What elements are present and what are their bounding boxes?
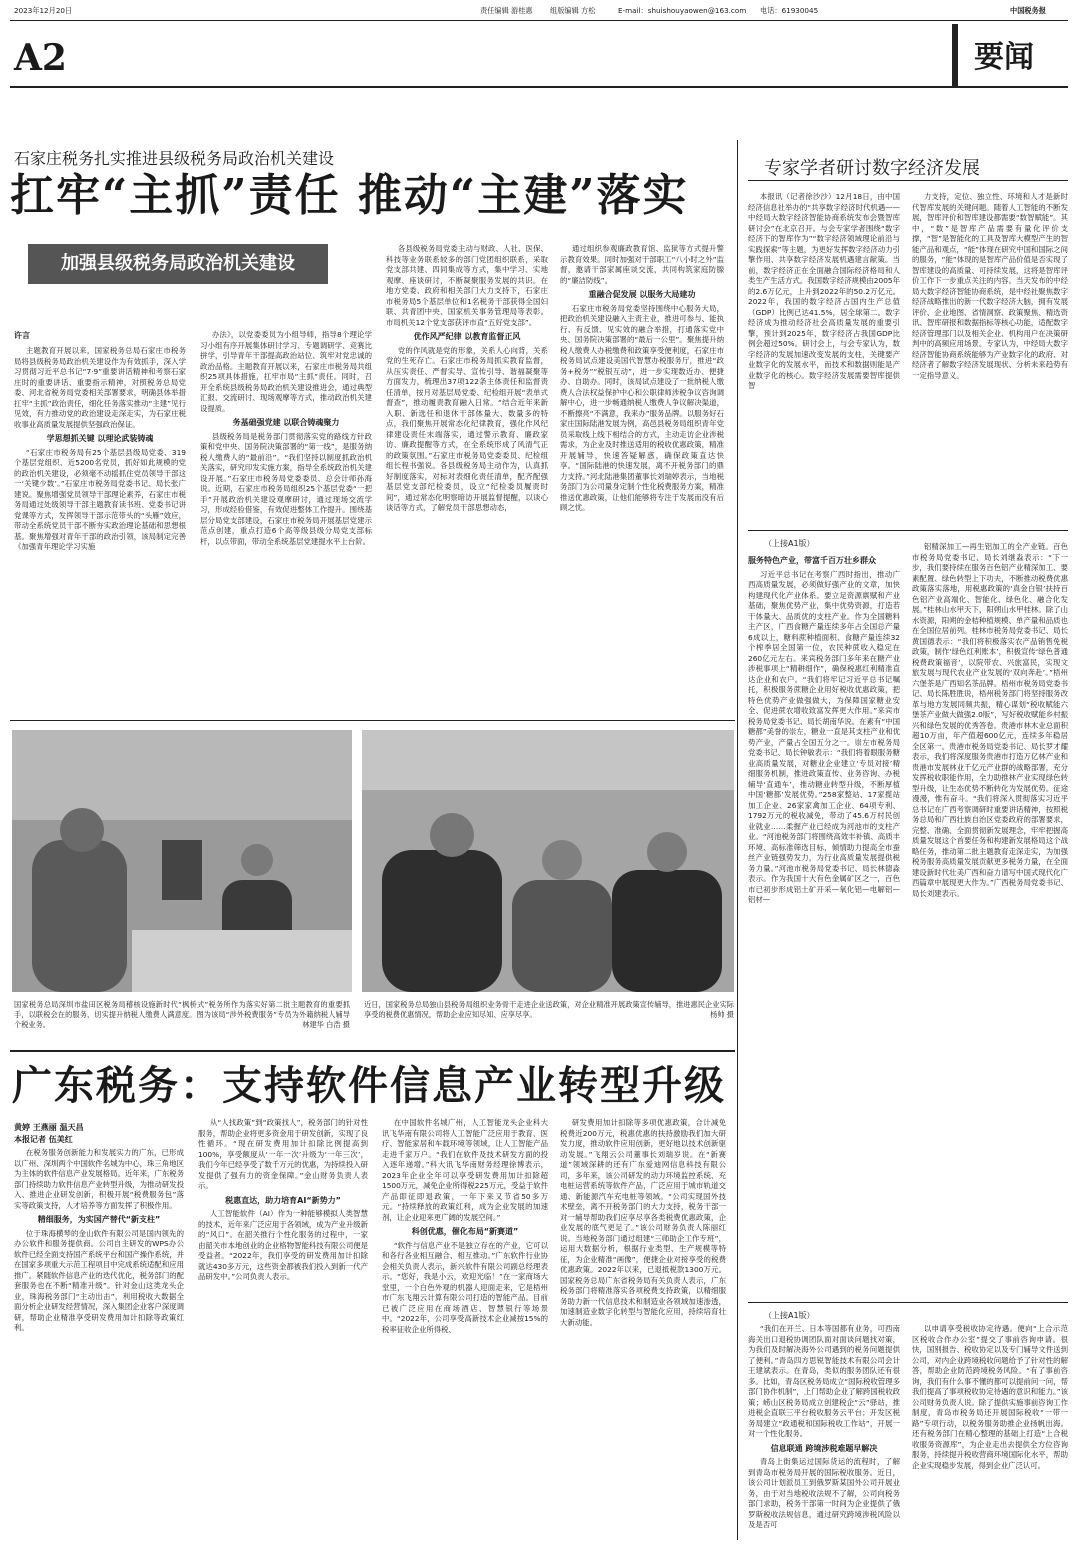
photo-caption-1	[14, 1000, 350, 1030]
jump2-col1-text: “我们在开兰、日本等国都有业务，可西南海关出口退税协调团队面对面谈问题找对策，为我们及时解决海外公司遇到的税务问题提供了便利。”青岛四方思锐智能技术有限公司会计王建斌表示。在青岛，类似的服务团队还有很多。比如，青岛区税务局成立“国际税收管理多部门协作机制”，上门帮助企业了解跨国税收政策；崂山区税务局成立创建税企“云”驿站，推进税企直联三平台税收服务云平台；开发区税务局建立“政通税和国际税收工作站”，开展一对一个性化服务。	[748, 1324, 900, 1438]
photo-caption-2	[364, 1000, 734, 1020]
expert-body2-text: 力支持，定位、独立性、环境和人才是新时代智库发展的关键问题。随着人工智能的不断发展，智库评价和智库建设都需要“数智赋能”。其中，“数”是智库产品需要有量化评价支撑，“智”是智能化的工具及智库大模型产生的智能产品和观点，“能”体现在研究中国和国际之间的服务，“能”体现的是智库产品价值是否实现了智库建设的高质量、可持续发展，这将是智库评价工作下一步重点关注的内容。当天发布的中经局大数字经济智能协商系统，是中经社聚焦数字经济战略推出的新一代数字经济大脑，拥有发展评价、企业地图、省情洞察、政策聚焦、精选资讯、智库研报和数据指标等核心功能，适配数字经济管理部门以及相关企业、机构用户在决策研判中的高频应用场景。专家认为，中经局大数字经济智能协商系统能够为产业数字化的政府、对经济者了解数字经济发展现状、分析未来趋势有一定指导意义。	[912, 192, 1068, 380]
expert-headline: 专家学者研讨数字经济发展	[764, 158, 980, 179]
jump1-intro: 服务特色产业，带富千百万壮乡群众	[748, 556, 876, 565]
issue-date: 2023年12月20日	[14, 6, 73, 15]
guangdong-col-1	[14, 1148, 184, 1538]
lead-banner-text: 加强县级税务局政治机关建设	[61, 253, 295, 274]
guangdong-col4-text: 研发费用加计扣除等多项优惠政策，合计减免税费近200万元，税惠优惠的扶持激励我们加大研发力度，推动软件应用创新，更好地以技术创新驱动发展。”飞翔云公司董事长刘瑞岁说。在“新赛道”领域深耕的还有广东爱迪网信息科技有限公司，多年来，该公司研发的动力环境监控系统、充电桩运营系统等软件产品，广泛应用于城市轨道交通、新能源汽车充电桩等领域。“公司实现国外技术壁垒，离不开税务部门的大力支持，税务干部一对一辅导帮助我们应享尽享各类税费优惠政策，企业发展的底气更足了。”该公司财务负责人陈丽红说。当地税务部门通过组建“三师助企工作专班”，运用大数据分析，根据行业类型、生产规模等特征，为企业精准“画像”，便捷企业对接享受的税费优惠政策。2022年以来，已退抵税款1300万元。国家税务总局广东省税务局有关负责人表示，广东税务部门将精准落实各项税费支持政策，以精细服务助力新一代信息技术和制造业各领域加速渗透，加速制造业数字化转型与智能化应用，持续培育壮大新动能。	[560, 1118, 726, 1327]
lead-col-1	[14, 346, 186, 686]
guangdong-col1-text: 在税务服务创新能力和发展实力的广东，已形成以广州、深圳两个中国软件名城为中心，珠三角地区为主体的软件信息产业发展格局。近年来，广东税务部门持续助力软件信息产业转型升级，为推动研发投入、推进企业研发创新，积极开展“税费服务包”落实等政策支持，人才培养等方面发挥了积极作用。	[14, 1148, 184, 1210]
jump2-col1b-text: 青岛上街集运过国际货运的流程时，了解到青岛市税务局开展的国际税收服务。近日，该公司计划派员工到俄罗斯某国外公司开展业务，由于对当地税收法规不了解，公司向税务部门求助，税务干部第一时间为企业提供了俄罗斯税收法规信息，通过研究跨境涉税风险以及是否可	[748, 1457, 900, 1529]
lead-col3b-text: 党的作风就是党的形象，关系人心向背，关系党的生死存亡。石家庄市税务局抓实教育监督，从压实责任、严督实导、宣传引导、谐福凝聚等方面发力，梳理出37项122条主体责任和监督责任清单，按月对基层局党委、纪检组开展“表单式督查”，推动履责教育融入日常。“结合近年来新入职、新选任和退休干部体量大、数量多的特点，我们聚焦开展常态化纪律教育，强化作风纪律建设责任末端落实，通过警示教育、廉政家访、廉政提醒等方式，在全系统形成了风清气正的政策氛围。”石家庄市税务局党委委员、纪检组组长程书强说。各县级税务局主动作为，认真抓好制度落实，对标对表细化责任清单，配齐配强基层党支部纪检委员，设立“纪检委员履责时间”，通过常态化明察暗访开展监督提醒，以谈心谈话等方式，了解党员干部思想动态，	[386, 345, 548, 512]
photo-enterprise-visit	[362, 730, 734, 992]
jump1-col2-text: 铝精深加工—再生铝加工的全产业链。百色市税务局党委书记、局长刘继淼表示：“下一步，我们要持续在服务百色铝产业精深加工、要素配置、绿色转型上下功夫，不断推动税费优惠政策落实落地，用税惠政策的‘真金白银’扶持百色铝产业高端化、智能化、绿色化、融合化发展。”桂林山水甲天下，阳朔山水甲桂林。除了山水资源，阳朔的金桔种植规模、单产量和品质也在全国位居前列。桂林市税务局党委书记、局长黄国德表示：“我们将积极落实农产品销售免税政策，制作‘绿色红利账本’，积极宣传‘绿色普通税费政策福音’，以院带农、兴旅富民，实现文旅发展与现代农业产业发展的‘双向奔赴’。”梧州六堡茶是广西知名茶品牌。梧州市税务局党委书记、局长陈胜胜说，梧州税务部门将坚持服务改革与地方发展同频共振，精心谋划“税收赋能六堡茶产业做大做强2.0版”，写好税收赋能乡村振兴和绿色发展的优秀答卷。贵港市林木业总面积超10万亩，年产值超600亿元，连续多年稳居全区第一。贵港市税务局党委书记、局长罗才耀表示，我们将深度服务贵港市打造万亿林产业和贵港市发展林业千亿元产业群的战略部署，充分发挥税收职能作用，全力助推林产业实现绿色转型升级，让生态优势不断转化为发展优势。征途漫漫，惟有奋斗。“我们将深入贯彻落实习近平总书记在广西考察调研时重要讲话精神，按照税务总局和广西壮族自治区党委政府的部署要求，完整、准确、全面贯彻新发展理念，牢牢把握高质量发展这个首要任务和构建新发展格局这个战略任务，推动第二批主题教育走深走实，为加强税务服务高质量发展贡献更多税务力量，在全面建设新时代壮美广西和奋力谱写中国式现代化广西篇章中展现更大作为。”广西税务局党委书记、局长刘建表示。	[912, 542, 1068, 898]
lead-kicker: 石家庄税务扎实推进县级税务局政治机关建设	[14, 149, 335, 168]
jump1-col-2	[912, 542, 1068, 1292]
guangdong-col-3	[382, 1118, 548, 1538]
lead-headline: 扛牢“主抓”责任 推动“主建”落实	[10, 170, 689, 221]
lead-subhead-3: 优作风严纪律 以教育监督正风	[413, 332, 521, 341]
lead-col3-text: 各县级税务局党委主动与财政、人社、医保、科技等业务联系较多的部门党团组织联系，采取党支部共建、四同集成等方式，集中学习、实地观摩、座谈研讨，不断凝聚服务发展的共识。在地方党委、政府和相关部门大力支持下，石家庄市税务局5个基层单位和1名税务干部获得全国妇联、共青团中央、国家机关事务管理局等表彰。市局机关12个党支部获评市直“五好党支部”。	[386, 244, 548, 327]
lead-col-4	[560, 244, 724, 686]
lead-byline: 许言	[14, 331, 30, 340]
guangdong-headline: 广东税务：支持软件信息产业转型升级	[12, 1062, 726, 1109]
guangdong-col1b-text: 位于珠海横琴的金山软件有限公司是国内领先的办公软件和服务提供商。公司自主研发的WPS办公软件已经全面支持国产系统平台和国产操作系统，并在国家多项重大示范工程项目中完成系统适配和应用推广。紧随软件信息产业的迭代优化，税务部门的配套服务也在不断“精准升级”。针对金山这类龙头企业，珠海税务部门“主动出击”，利用税收大数据全面分析企业研发经营情况，深入集团企业客户深度调研，帮助企业精准享受研发费用加计扣除等政策红利。	[14, 1228, 184, 1332]
lead-col-3	[386, 244, 548, 686]
editor-credit: 责任编辑 游桂惠	[480, 6, 533, 15]
photo-service-hall-illustration	[12, 730, 352, 992]
photo-enterprise-visit-illustration	[362, 730, 734, 992]
guangdong-byline-1: 黄婷 王燕丽 温天昌	[14, 1123, 84, 1132]
jump2-tag: （上接A1版）	[764, 1311, 815, 1320]
photo-service-hall	[12, 730, 352, 992]
lead-col1b-text: “石家庄市税务局有25个基层县级局党委、319个基层党组织、近5200名党员，抓好如此规模的党的政治机关建设，必须毫不动摇抓住党员领导干部这一‘关键少数’。”石家庄市税务局党委书记、局长张广建说。聚焦增强党员领导干部理论素养，石家庄市税务局通过处级领导干部主题教育读书班、党委书记讲党课等方式，发挥领导干部示范带头的“头雁”效应，带动全系统党员干部不断夯实政治理论基础和思想根基。聚焦增强对青年干部的政治引领，该局制定完善《加强青年理论学习实施	[14, 447, 186, 551]
phone: 电话：61930045	[760, 6, 819, 15]
guangdong-subhead-2: 税惠直达，助力培育AI“新势力”	[225, 1195, 341, 1205]
guangdong-col-2	[198, 1118, 368, 1538]
expert-col-1	[748, 192, 900, 522]
lead-subhead-1: 学思想抓关键 以理论武装铸魂	[46, 434, 154, 443]
lead-col4-text: 通过组织参观廉政教育馆、监狱等方式提升警示教育效果。同时加强对干部职工“八小时之外”监督，邀请干部家属座谈交流，共同构筑家庭防腺的“廉洁防线”。	[560, 244, 724, 285]
guangdong-col2-text: 从“人找政策”到“政策找人”，税务部门的针对性服务，帮助企业将更多资金用于研发创新，实现了良性循环。“现在研发费用加计扣除比例提高到100%，享受额度从‘一年一次’升级为‘一年三次’，我们今年已经享受了数千万元的优惠，为持续投入研发提供了强有力的资金保障。”金山财务负责人表示。	[198, 1118, 368, 1190]
section-title: 要闻	[974, 40, 1034, 75]
jump2-subhead: 信息联通 跨境涉税难题早解决	[770, 1443, 878, 1453]
caption-1-credit: 林建华 白浩 摄	[302, 1020, 350, 1029]
lead-subhead-2: 务基础强党建 以联合铸魂聚力	[232, 418, 340, 427]
lead-subhead-4: 重融合促发展 以服务大局建功	[588, 290, 696, 299]
jump1-col1-text: 习近平总书记在考察广西时指出，推动广西高质量发展，必须做好强产业的文章，加快构建现代化产业体系。要立足资源禀赋和产业基础，聚焦优势产业，集中优势资源，打造若干体量大、品质优的支柱产业。作为全国糖料主产区，广西食糖产量连续多年占全国总产量6成以上，糖料蔗种植面积、食糖产量连续32个榨季居全国第一位，农民种蔗收入稳定在260亿元左右。来宾税务部门多年来在糖产业涉税事项上“精耕细作”，确保税惠红利精准直达企业和农户。“我们将牢记习近平总书记嘱托，积极服务蔗糖企业用好税收优惠政策，把特色优势产业做强做大，为保障国家糖业安全、促进蔗农增收致富发挥更大作用。”来宾市税务局党委书记、局长胡南华说。在素有“中国糖都”美誉的崇左，糖业一直是其支柱产业和优势产业，产量占全国五分之一。崇左市税务局党委书记、局长钟敏表示：“我们将着眼服务糖业高质量发展，对糖业企业建立‘专员对接’精细服务机制，推进政策直传、业务咨询、办税辅导‘直通车’，推动糖业转型升级，不断厚植中国‘糖都’发展优势。”258家整站、17家揽站加工企业、26家家禽加工企业、64项专利、1792万元的税收减免，带动了45.6万村民创业就业……柔握产业已经成为河池市的支柱产业。“河池税务部门将围绕高效丰补镇、高质丰环境、高标准筛选目标，倾情助力提高全市蚕丝产业链强势发力，为行业高质量发展提供税务力量。”河池市税务局党委书记、局长林德淼表示。作为我国十大有色金属矿区之一，百色市已初步形成铝土矿开采—氧化铝—电解铝—铝材—	[748, 569, 900, 904]
paper-name: 中国税务报	[1010, 6, 1046, 15]
guangdong-subhead-1: 精细服务，为实国产替代“新支柱”	[37, 1215, 161, 1224]
jump2-col-2	[912, 1324, 1068, 1540]
lead-banner	[28, 244, 328, 284]
lead-col4b-text: 石家庄市税务局党委坚持围绕中心服务大局，把政治机关建设融入主责主业，推进可参与、能执行、有反馈、见实效的融合举措，打通落实党中央、国务院决策部署的“最后一公里”。聚焦提升纳税人缴费人办税缴费和政策享受便利度，石家庄市税务局试点建设美国代智慧办税服务厅，推进“政务+税务”“税银互动”，进一步实现数近办、便捷办、自助办。同时，该局试点建设了一批纳税人缴费人合法权益保护中心和公职律师涉税争议咨询调解中心，进一步畅通纳税人缴费人争议解决渠道，不断擦亮“不满意，我来办”服务品牌。以服务好石家庄国际陆港发展为例，高邑县税务局组织青年党员采取线上线下相结合的方式，主动走访企业涉税需求，为企业及时推送适用的税收优惠政策，精准开展辅导，快速答疑解惑，确保政策直达快享。“国际陆港的快速发展，离不开税务部门的鼎力支持。”河北陆港集团董事长刘瑞婷表示，当地税务部门为公司量身定制个性化税费服务方案，精准推送优惠政策，让他们能够将专注于发展而没有后顾之忧。	[560, 303, 724, 512]
page-number: A2	[14, 37, 67, 79]
caption-2-credit: 杨帅 摄	[710, 1010, 734, 1019]
lead-col2-text: 办法》，以党委委员为小组导师，指导8个理论学习小组有序开展集体研讨学习、专题调研学、竞赛比拼学，引导青年干部提高政治站位、筑牢对党忠诚的政治品格。主题教育开展以来，石家庄市税务局共组织25项具体措施，扛牢市局“主抓”责任。同时，召开全系统县级税务局政治机关建设推进会，通过典型汇报、交流研讨、现场观摩等方式，推动政治机关建设提质。	[200, 330, 372, 413]
jump2-col-1	[748, 1324, 900, 1540]
expert-col-2	[912, 192, 1068, 522]
lead-col1-text: 主题教育开展以来，国家税务总局石家庄市税务局将县级税务局政治机关建设作为有效抓手，深入学习贯彻习近平总书记“7·9”重要讲话精神和考察石家庄时的重要讲话、重要指示精神，对照税务总局党委、河北省税务局党委相关部署要求，明确县体举措扛牢“主抓”政治责任，细化任务落实推动“主建”见行见效，有力推动党的政治建设走深走实，为石家庄税收事业高质量发展提供坚强政治保证。	[14, 346, 186, 429]
guangdong-col-4	[560, 1118, 726, 1538]
email: E-mail：shuishouyaowen@163.com	[618, 6, 747, 15]
section-tab	[952, 24, 1074, 86]
layout-credit: 组版编辑 方松	[550, 6, 596, 15]
guangdong-col3b-text: “软件与信息产业不是独立存在的产业，它可以和各行各业相互融合、相互推动。”广东软件行业协会相关负责人表示，新兴软件有限公司副总经理表示。“您好，我是小云，欢迎光临！”在一家商场大堂里，一个白色外观的机器人迎面走来，它是梧州市广东飞翔云计算有限公司打造的智能产品。目前已被广泛应用在商场酒店、智慧银行等场景中。“2022年，公司享受高新技术企业减按15%的税率征收企业所得税、	[382, 1240, 548, 1334]
expert-body-text: 本报讯（记者徐沙沙）12月18日，由中国经济信息社举办的“共享数字经济时代机遇——中经局大数字经济智能协商系统发布会暨智库研讨会”在北京召开。与会专家学者围绕“数字经济下的智库作为”“数字经济领域理论前沿与实践探索”等主题，为更好发挥数字经济动力引擎作用、共享数字经济发展机遇建言献策。当前，数字经济正在全面融合国际经济格局和人类生产生活方式。我国数字经济规模由2005年的2.6万亿元，上升到2022年的50.2万亿元。2022年，我国的数字经济占国内生产总值（GDP）比例已达41.5%，居全球第二。数字经济成为推动经济社会高质量发展的重要引擎，预计到2025年，数字经济占我国GDP比例会超过50%。研讨会上，与会专家认为，数字经济的发展加速改变发展的支柱，关键要产业数字化的发展水平，而技术和数据则能是产业数字化的核心。数字经济发展需要智库提供智	[748, 192, 900, 390]
caption-1-text: 国家税务总局深圳市盐田区税务局稽核设施新时代“枫桥式”税务所作为落实好第二批主题教育的重要抓手，以联税会在的服务，切实提升纳税人缴费人满意度。图为该局“涉外税费服务”专员为外籍纳税人辅导个税业务。	[14, 1000, 350, 1029]
jump1-tag: （上接A1版）	[764, 539, 815, 548]
lead-col2b-text: 县级税务局是税务部门贯彻落实党的路线方针政策和党中央、国务院决策部署的“第一线”，是服务纳税人缴费人的“最前沿”。“我们坚持以制度抓政治机关落实，研究印发实施方案，指导全系统政治机关建设开展。”石家庄市税务局党委委员、总会计师孙海说。近期，石家庄市税务局组织25个基层党委“一把手”开展政治机关建设观摩研讨，通过现场交流学习，形成经验借鉴，有效促进整体工作提升。围绕基层分局党支部建设，石家庄市税务局开展基层党建示范点创建，重点打造6个高等级县级分局党支部标杆，以点带面，带动全系统基层党建提水平上台阶。	[200, 431, 372, 546]
guangdong-col3-text: 在中国软件名城广州，人工智能龙头企业科大讯飞华南有限公司将人工智能广泛应用于教育、医疗、智能家居和车载环境等领域，让人工智能产品走进千家万户。“我们在软件及技术研发方面的投入逐年递增。”科大讯飞华南财务经理徐博表示，2023年企业全年可以享受研发费用加计扣除超1500万元，减免企业所得税225万元，受益于软件产品即征即退政策，一年下来又节省50多万元。“持续释放的政策红利，成为企业发展的加速剂，让企业迎来更广阔的发展空间。”	[382, 1118, 548, 1222]
jump1-col-1	[748, 552, 900, 1292]
caption-2-text: 近日，国家税务总局独山县税务局组织业务骨干走进企业送政策，对企业精准开展政策宣传辅导，推进惠民企业实际享受的税费优惠情况，帮助企业应知尽知、应享尽享。	[364, 1000, 734, 1019]
guangdong-subhead-3: 科创优惠，催化布局“新赛道”	[411, 1227, 519, 1236]
lead-col-2	[200, 330, 372, 686]
guangdong-byline-2: 本报记者 伍美红	[14, 1135, 73, 1144]
guangdong-col2b-text: 人工智能软件（AI）作为一种能够模拟人类智慧的技术，近年来广泛应用于各领域，成为产业升级新的“风口”。在韶关推行个性化服务的过程中，一家由韶关市本地创业的企业格物智能科技有限公司便是受益者。“2022年，我们享受的研发费用加计扣除就达430多万元，这些资金都被我们投入到新一代产品研发中。”公司负责人表示。	[198, 1209, 368, 1281]
jump2-col2-text: 以申请享受税收协定待遇。便向“上合示范区税收合作办公室”提交了事前咨询申请。很快，国别报告、税收协定以及专门辅导文件送到公司，对内企业跨境税收问题给予了针对性的解答，帮助企业防范跨境税务风险。“有了事前咨询，我们有什么事不懂的都可以提前问一问，帮我们提高了事项税收协定待遇的意识和能力。”该公司财务负责人说。除了提供实施事前咨询工作制度，青岛市税务局还开展国际税收“一带一路”专项行动，以税务服务助推企业扬帆出海。还有税务部门在精心整理的基础上打造“上合税收服务资源库”，为企业走出去提供全方位咨询服务，持续提升税收营商环境国际化水平，帮助企业实现稳步发展，得到企业广泛认可。	[912, 1324, 1068, 1470]
